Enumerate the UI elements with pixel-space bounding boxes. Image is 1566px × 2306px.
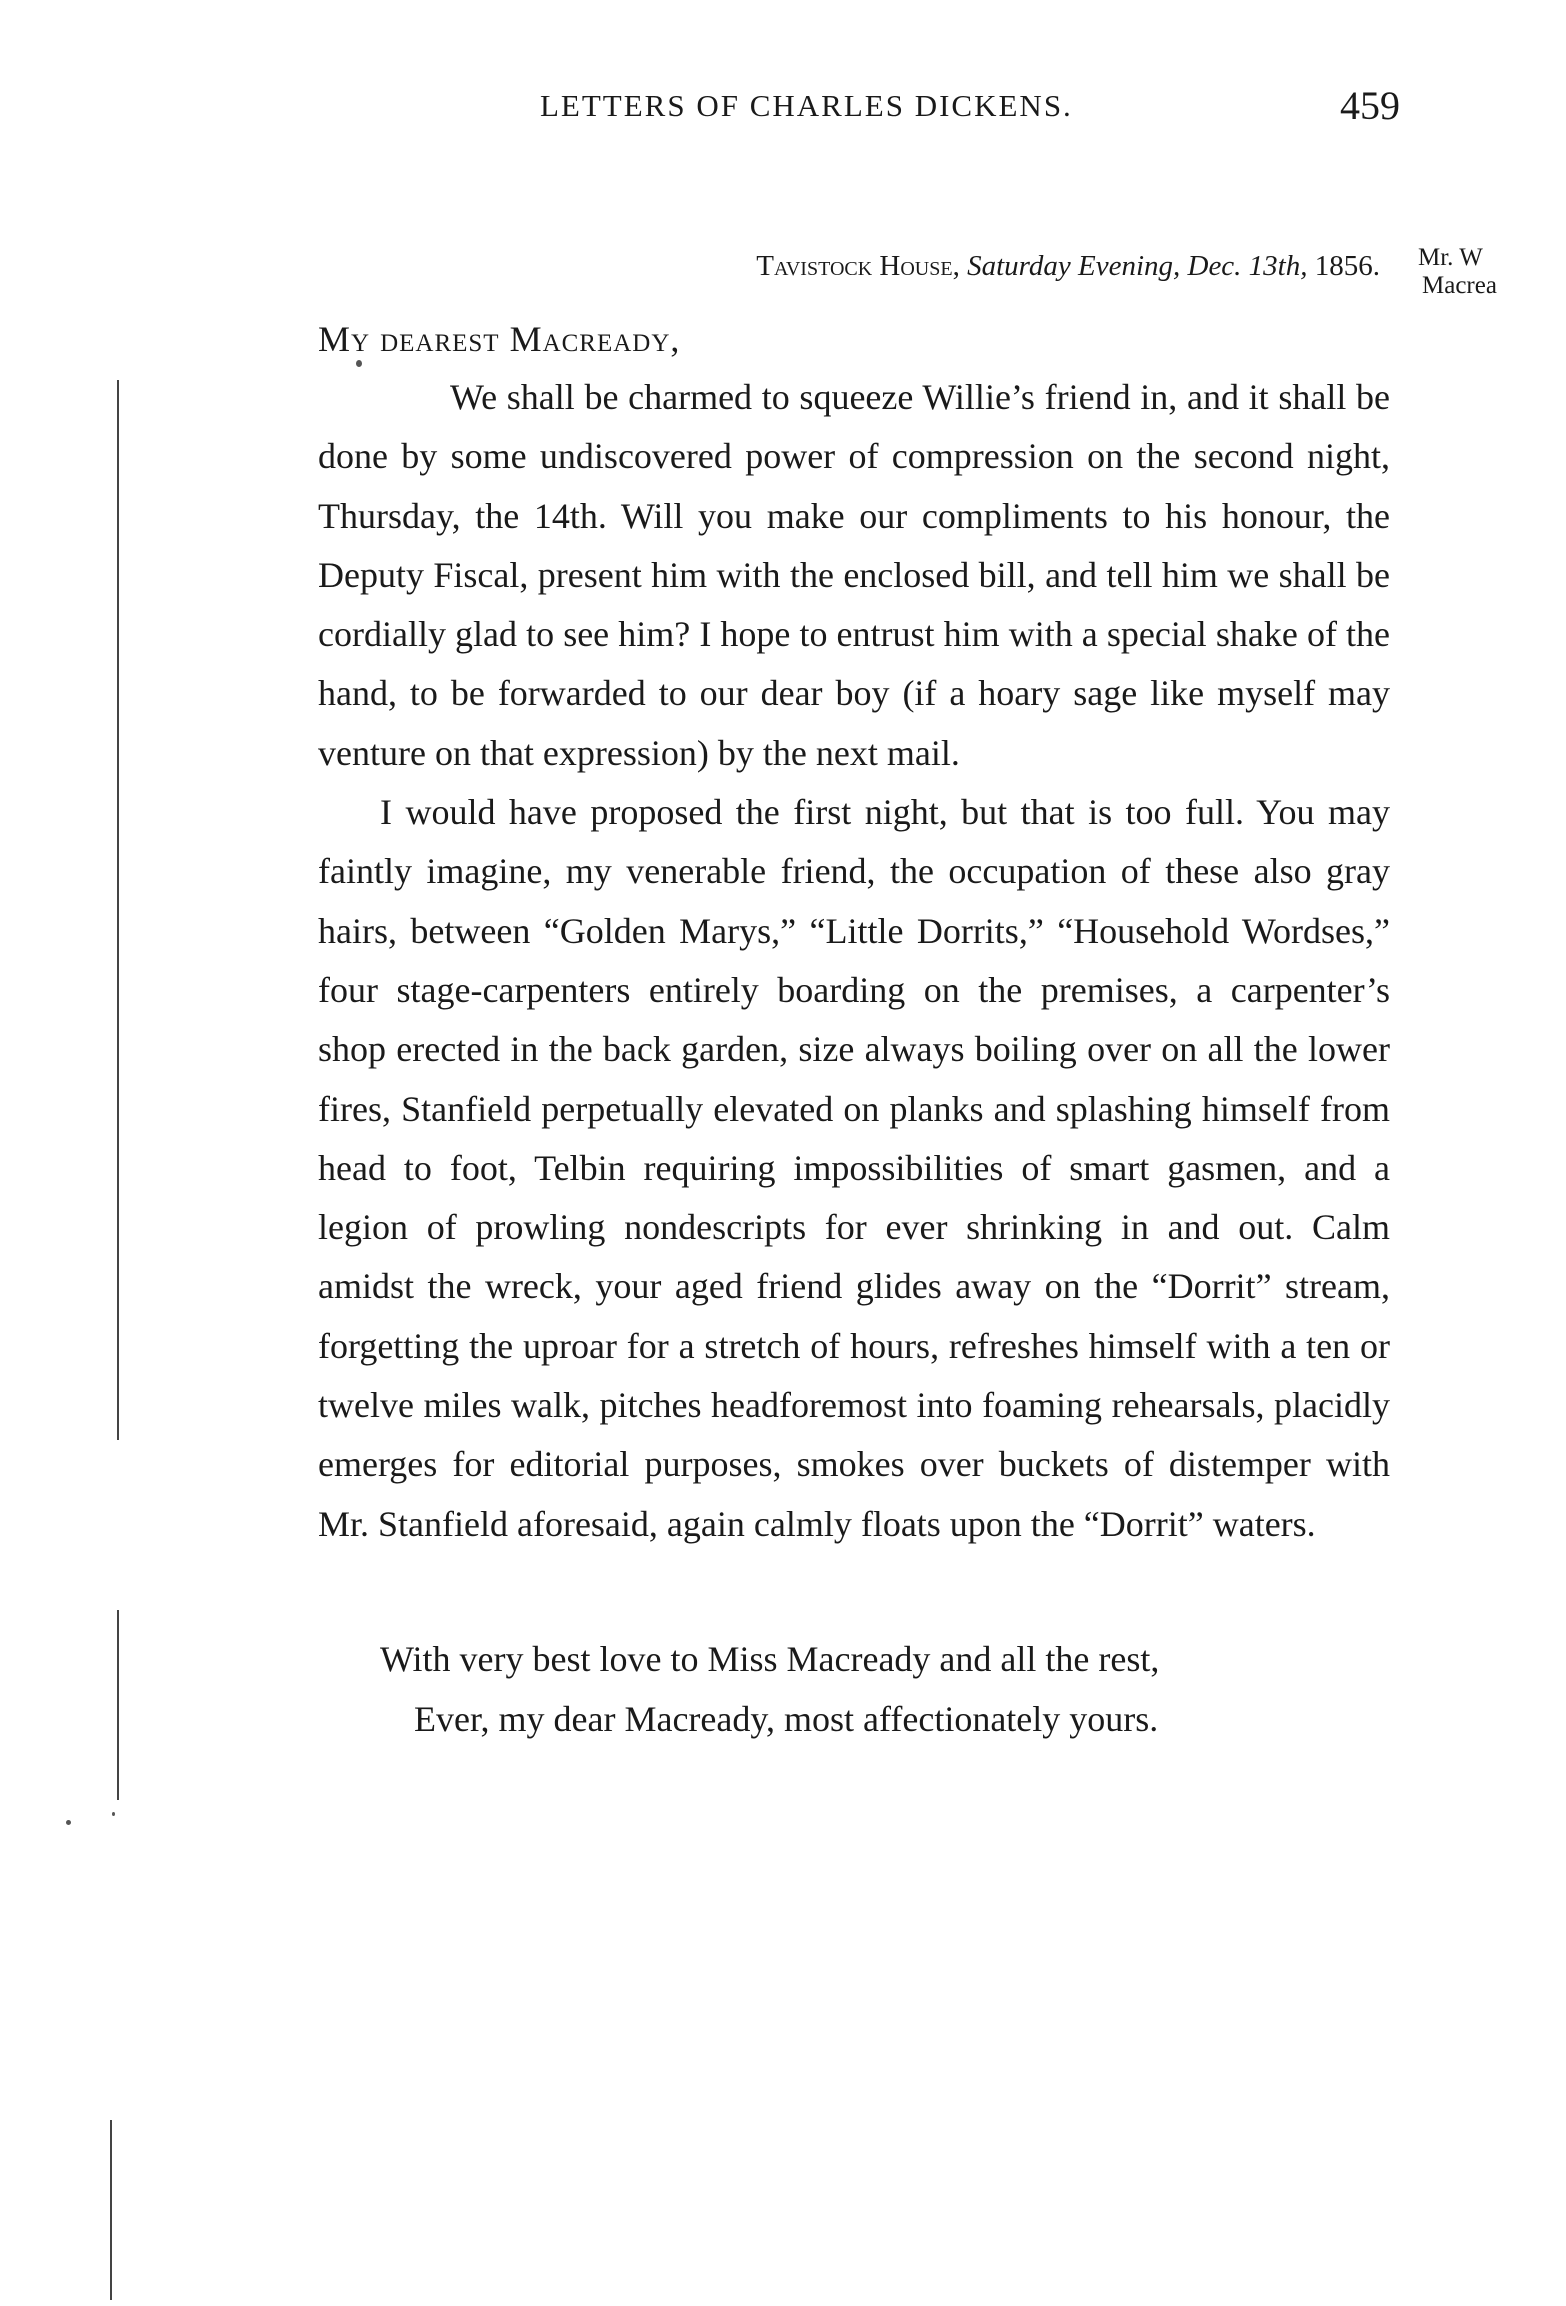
margin-speck [112, 1812, 115, 1816]
closing-love-line: With very best love to Miss Macready and all the rest, [380, 1639, 1160, 1679]
paragraph-1: We shall be charmed to squeeze Willie’s friend in, and it shall be done by some undiscovered power of compression on the second night, Thursday, the 14th. Will you make our compliments to his honour, the Deputy Fiscal, present him with the enclosed bill, and tell him we shall be cordially glad to see him? I hope to entrust him with a special shake of the hand, to be forwarded to our dear boy (if a hoary sage like myself may venture on that expression) by the next mail. [318, 377, 1390, 773]
margin-side-note [1418, 244, 1566, 300]
dateline-day: Saturday Evening, Dec. 13th, [967, 250, 1308, 282]
paragraph-2: I would have proposed the first night, but that is too full. You may faintly imagine, my venerable friend, the occupation of these also gray hairs, between “Golden Marys,” “Little Dorrits,” “Household Wordses,” four stage-carpenters entirely boarding on the premises, a carpenter’s shop erected in the back garden, size always boiling over on all the lower fires, Stanfield perpetually elevated on planks and splashing himself from head to foot, Telbin requiring impossibilities of smart gasmen, and a legion of prowling nondescripts for ever shrinking in and out. Calm amidst the wreck, your aged friend glides away on the “Dorrit” stream, forgetting the uproar for a stretch of hours, refreshes himself with a ten or twelve miles walk, pitches headforemost into foaming rehearsals, placidly emerges for editorial purposes, smokes over buckets of distemper with Mr. Stanfield aforesaid, again calmly floats upon the “Dorrit” waters. [318, 792, 1390, 1544]
dateline-year: 1856. [1314, 250, 1380, 282]
letter-body [318, 368, 1390, 1554]
letter-dateline [600, 250, 1380, 283]
closing-signoff-line: Ever, my dear Macready, most affectionately yours. [414, 1699, 1159, 1739]
side-note-line-1: Mr. W [1418, 244, 1483, 271]
dateline-place: Tavistock House, [756, 250, 960, 282]
margin-rule-mark [117, 380, 119, 1440]
margin-rule-mark [110, 2120, 112, 2300]
page-number: 459 [1340, 83, 1400, 128]
margin-speck [356, 360, 362, 367]
running-title: LETTERS OF CHARLES DICKENS. [540, 88, 1073, 123]
side-note-line-2: Macrea [1422, 272, 1497, 299]
margin-rule-mark [117, 1610, 119, 1800]
margin-speck [66, 1820, 71, 1825]
letter-salutation: My dearest Macready, [318, 319, 681, 359]
running-head [540, 82, 1400, 132]
